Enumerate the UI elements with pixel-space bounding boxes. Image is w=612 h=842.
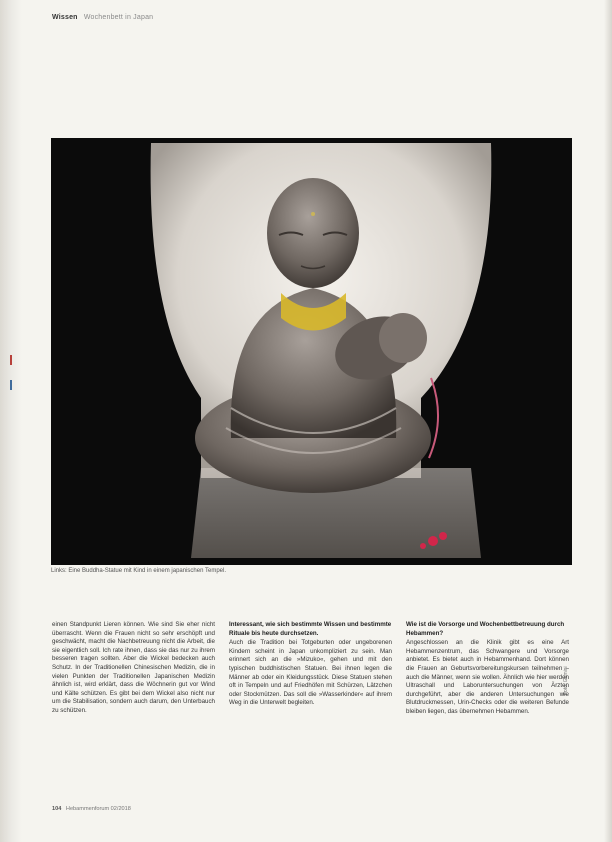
buddha-head: [267, 178, 359, 288]
page-number: 104: [52, 806, 62, 812]
photo-credit: Foto: Gemini: [563, 666, 569, 695]
interview-question: Interessant, wie sich bestimmte Wissen und bestimmte Rituale bis heute durchsetzen.: [229, 621, 392, 637]
gutter-color-mark: [10, 380, 12, 390]
text-column-1: [52, 621, 215, 716]
page-edge-right: [604, 0, 612, 842]
column-body: Angeschlossen an die Klinik gibt es eine Art Hebammenzentrum, das Schwangere und Vorsorge anbietet. Es bietet auch in Hebammenhand. Dort können die Frauen an Geburtsvorbereitungskursen teilnehmen – auch die Männer, wenn sie wollen. Ähnlich wie hier werden Ultraschall und Laboruntersuchungen von Ärzten durchgeführt, aber die anderen Untersuchungen wie Blutdruckmessen, Urin-Checks oder die weiteren Befunde bleiben liegen, das übernehmen Hebammen.: [406, 639, 569, 715]
publication-name: Hebammenforum 02/2018: [65, 806, 131, 812]
photo-caption: Links: Eine Buddha-Statue mit Kind in einem japanischen Tempel.: [51, 568, 226, 574]
interview-question: Wie ist die Vorsorge und Wochenbettbetreuung durch Hebammen?: [406, 621, 565, 637]
red-flower: [428, 536, 438, 546]
page-footer: [52, 806, 131, 812]
page-gutter: [0, 0, 22, 842]
column-body: Auch die Tradition bei Totgeburten oder ungeborenen Kindern scheint in Japan unkompliziert zu sein. Man erinnert sich an die »Mizuko«, gehen und mit den typischen buddhistischen Statuen. Bei ihnen legen die Männer ab oder ein Kleidungsstück. Diese Statuen stehen oft in Tempeln und auf Friedhöfen mit Schürzen, Lätzchen oder Stockmützen. Das soll die »Wasserkinder« auf ihrem Weg in die Unterwelt begleiten.: [229, 639, 392, 707]
section-subtitle: Wochenbett in Japan: [83, 14, 154, 21]
text-column-2: [229, 621, 392, 708]
text-column-3: [406, 621, 569, 717]
gutter-color-mark: [10, 355, 12, 365]
column-body: einen Standpunkt Lieren können. Wie sind Sie eher nicht überrascht. Wenn die Frauen nicht so sehr erschöpft und geschwächt, macht die Nachbetreuung nicht die Arbeit, die sie eigentlich soll. Ich rate ihnen, dass sie das nur zu ihrem besseren tragen sollten. Aber die Wickel bedecken auch Schutz. In der Traditionellen Chinesischen Medizin, die in vielen Punkten der Traditionellen Japanischen Medizin ähnlich ist, wird erklärt, dass die Wöchnerin gut vor Wind und Kälte schützen. Es gibt bei dem Wickel also nicht nur um die Stabilisation, sondern auch darum, den Unterbauch zu schützen.: [52, 621, 215, 714]
running-header: [52, 14, 153, 21]
section-title: Wissen: [52, 14, 78, 21]
buddha-statue-illustration: [51, 138, 572, 565]
